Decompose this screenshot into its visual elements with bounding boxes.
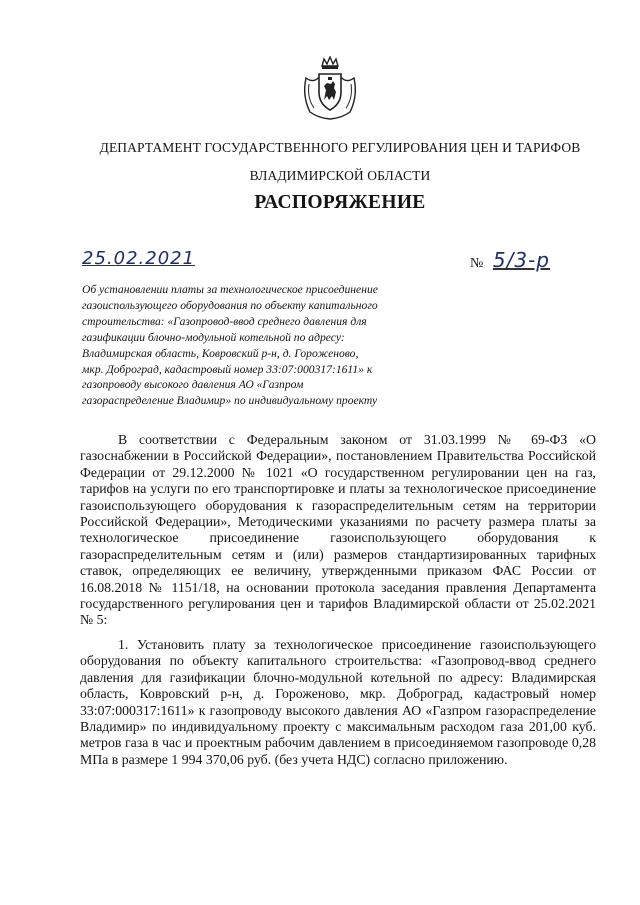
- department-line-1: ДЕПАРТАМЕНТ ГОСУДАРСТВЕННОГО РЕГУЛИРОВАНИЯ ЦЕН И ТАРИФОВ: [99, 140, 581, 155]
- document-date: 25.02.2021: [82, 248, 196, 269]
- department-heading: [40, 134, 640, 190]
- number-value: 5/3-р: [492, 248, 550, 272]
- preamble-paragraph: В соответствии с Федеральным законом от 31.03.1999 № 69-ФЗ «О газоснабжении в Российской Федерации», постановлением Правительства Российской Федерации от 29.12.2000 № 1021 «О государственном регулировании цен на газ, тарифов на услуги по его транспортировке и платы за технологическое присоединение газоиспользующего оборудования к газораспределительным сетям на территории Российской Федерации», Методическими указаниями по расчету размера платы за технологическое присоединение газоиспользующего оборудования к газораспределительным сетям и (или) размеров стандартизированных тарифных ставок, определяющих ее величину, утвержденными приказом ФАС России от 16.08.2018 № 1151/18, на основании протокола заседания правления Департамента государственного регулирования цен и тарифов Владимирской области от 25.02.2021 № 5:: [80, 432, 596, 628]
- number-label: №: [470, 256, 484, 271]
- item-1-paragraph: 1. Установить плату за технологическое присоединение газоиспользующего оборудования по объекту капитального строительства: «Газопровод-ввод среднего давления для газификации блочно-модульной котельной по адресу: Владимирская область, Ковровский р-н, д. Гороженово, мкр. Доброград, кадастровый номер 33:07:000317:1611» к газопроводу высокого давления АО «Газпром газораспределение Владимир» по индивидуальному проекту с максимальным расходом газа 201,00 куб. метров газа в час и проектным рабочим давлением в присоединяемом газопроводе 0,28 МПа в размере 1 994 370,06 руб. (без учета НДС) согласно приложению.: [80, 636, 596, 767]
- coat-of-arms-icon: [300, 56, 360, 122]
- document-body: [80, 432, 596, 768]
- department-line-2: ВЛАДИМИРСКОЙ ОБЛАСТИ: [249, 168, 431, 183]
- document-type-title: РАСПОРЯЖЕНИЕ: [254, 192, 426, 213]
- document-subject: Об установлении платы за технологическое присоединение газоиспользующего оборудования по объекту капитального строительства: «Газопровод-ввод среднего давления для газификации блочно-модульной котельной по адресу: Владимирская область, Ковровский р-н, д. Гороженово, мкр. Доброград, кадастровый номер 33:07:000317:1611» к газопроводу высокого давления АО «Газпром газораспределение Владимир» по индивидуальному проекту: [82, 283, 378, 408]
- document-number: [470, 248, 550, 272]
